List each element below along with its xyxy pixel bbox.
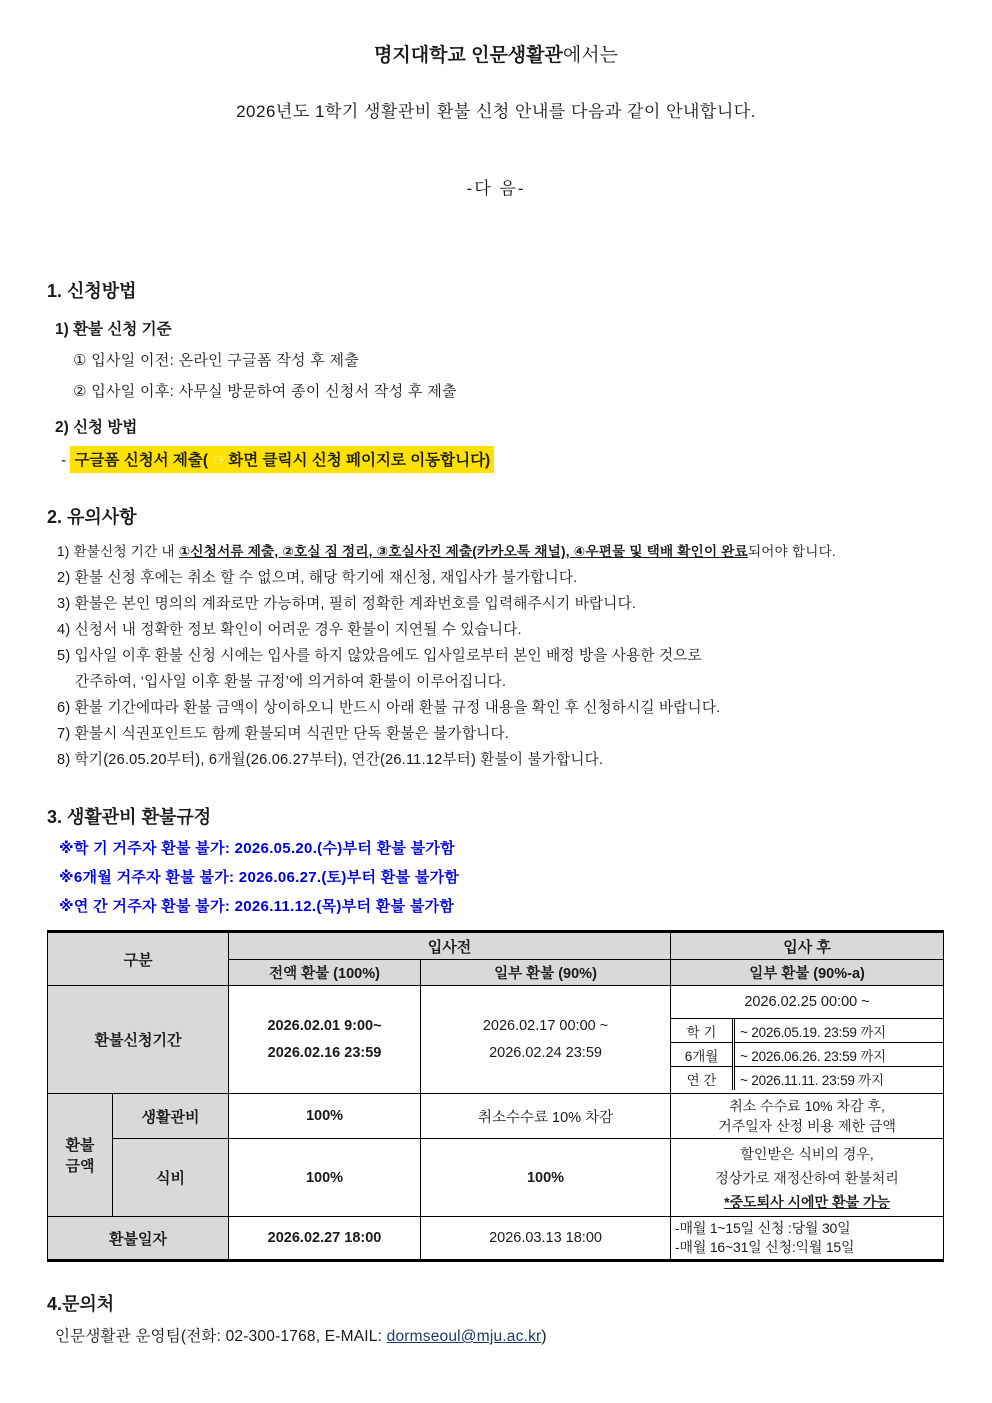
- dorm-fee-partial: 취소수수료 10% 차감: [421, 1094, 671, 1139]
- amount-group-label: [48, 1094, 113, 1217]
- meal-fee-after-cell: [671, 1139, 944, 1217]
- section-notes: [47, 503, 945, 769]
- dorm-fee-label: 생활관비: [113, 1094, 229, 1139]
- divider-text: -다 음-: [466, 179, 526, 198]
- section3-heading: 3. 생활관비 환불규정: [47, 807, 212, 827]
- title-org-name: 명지대학교 인문생활관: [374, 45, 563, 66]
- subtable-row-semester: [671, 1019, 943, 1043]
- note-2: 2) 환불 신청 후에는 취소 할 수 없으며, 해당 학기에 재신청, 재입사가 불가합니다.: [57, 570, 578, 586]
- period-row: [48, 986, 944, 1094]
- meal-fee-after-line1: 할인받은 식비의 경우,: [740, 1145, 874, 1162]
- note-7: 7) 환불시 식권포인트도 함께 환불되며 식권만 단독 환불은 불가합니다.: [57, 726, 510, 742]
- amount-group-line1: 환불: [65, 1137, 95, 1154]
- refund-date-partial: 2026.03.13 18:00: [421, 1217, 671, 1261]
- period-partial-line1: 2026.02.17 00:00 ~: [482, 1017, 609, 1034]
- meal-fee-after-line2: 정상가로 재정산하여 환불처리: [715, 1169, 899, 1186]
- meal-fee-after-line3: *중도퇴사 시에만 환불 가능: [724, 1193, 890, 1210]
- meal-fee-label: 식비: [113, 1139, 229, 1217]
- contact-text-pre: 인문생활관 운영팀(전화: 02-300-1768, E-MAIL:: [55, 1328, 387, 1345]
- googleform-line: [61, 446, 945, 473]
- header-category: 구분: [48, 932, 229, 986]
- period-full-line2: 2026.02.16 23:59: [267, 1044, 382, 1061]
- subtable-value-annual: ~ 2026.11.11. 23:59 까지: [734, 1067, 944, 1091]
- table-header-row-1: [48, 932, 944, 960]
- subtable-row-annual: [671, 1067, 943, 1091]
- period-label: 환불신청기간: [48, 986, 229, 1094]
- note-5-continued: 간주하여, ‘입사일 이후 환불 규정’에 의거하여 환불이 이루어집니다.: [75, 674, 507, 690]
- criteria-after-entry: ② 입사일 이후: 사무실 방문하여 종이 신청서 작성 후 제출: [73, 383, 457, 400]
- dorm-fee-after-cell: [671, 1094, 944, 1139]
- amount-dorm-row: [48, 1094, 944, 1139]
- subtable-label-sixmonth: 6개월: [671, 1043, 734, 1067]
- period-full-cell: [229, 986, 421, 1094]
- note-8: 8) 학기(26.05.20부터), 6개월(26.06.27부터), 연간(26.11.12부터) 환불이 불가합니다.: [57, 752, 604, 768]
- note-1-underlined: ①신청서류 제출, ②호실 짐 정리, ③호실사진 제출(카카오톡 채널), ④우편물 및 택배 확인이 완료: [178, 544, 748, 559]
- header-after-entry: 입사 후: [671, 932, 944, 960]
- annual-deadline-note: ※연 간 거주자 환불 불가: 2026.11.12.(목)부터 환불 불가함: [59, 898, 455, 915]
- refund-date-full: 2026.02.27 18:00: [229, 1217, 421, 1261]
- criteria-before-entry: ① 입사일 이전: 온라인 구글폼 작성 후 제출: [73, 352, 360, 369]
- meal-fee-partial: 100%: [421, 1139, 671, 1217]
- pointing-hand-icon: ☞: [213, 452, 228, 469]
- refund-rules-table: [47, 930, 944, 1262]
- googleform-link[interactable]: [70, 446, 494, 473]
- note-4: 4) 신청서 내 정확한 정보 확인이 어려운 경우 환불이 지연될 수 있습니다.: [57, 622, 522, 638]
- period-after-cell: [671, 986, 944, 1094]
- dash-bullet: -: [61, 452, 67, 469]
- subtable-value-semester: ~ 2026.05.19. 23:59 까지: [740, 1024, 886, 1040]
- contact-text-post: ): [541, 1328, 547, 1345]
- note-5: 5) 입사일 이후 환불 신청 시에는 입사를 하지 않았음에도 입사일로부터 본인 배정 방을 사용한 것으로: [57, 648, 702, 664]
- googleform-link-text-post: 화면 클릭시 신청 페이지로 이동합니다): [228, 452, 491, 469]
- refund-criteria-heading: 1) 환불 신청 기준: [55, 321, 172, 338]
- contact-email-link[interactable]: dormseoul@mju.ac.kr: [386, 1328, 542, 1345]
- googleform-link-text-pre: 구글폼 신청서 제출(: [74, 452, 213, 469]
- period-after-start: 2026.02.25 00:00 ~: [671, 986, 943, 1019]
- note-6: 6) 환불 기간에따라 환불 금액이 상이하오니 반드시 아래 환불 규정 내용을 확인 후 신청하시길 바랍니다.: [57, 700, 721, 716]
- section4-heading: 4.문의처: [47, 1294, 115, 1314]
- period-partial-line2: 2026.02.24 23:59: [489, 1044, 602, 1061]
- subtable-value-sixmonth: ~ 2026.06.26. 23:59 까지: [734, 1043, 944, 1067]
- note-1: [57, 543, 945, 561]
- refund-date-after-line1: -매월 1~15일 신청 :당월 30일: [675, 1220, 851, 1236]
- period-partial-cell: [421, 986, 671, 1094]
- period-after-subtable: [671, 1019, 943, 1090]
- semester-deadline-note: ※학 기 거주자 환불 불가: 2026.05.20.(수)부터 환불 불가함: [59, 840, 456, 857]
- amount-meal-row: [48, 1139, 944, 1217]
- section1-heading: 1. 신청방법: [47, 281, 137, 301]
- page-subtitle: 2026년도 1학기 생활관비 환불 신청 안내를 다음과 같이 안내합니다.: [236, 102, 756, 121]
- header-partial-after: 일부 환불 (90%-a): [671, 960, 944, 986]
- contact-line: [55, 1324, 945, 1346]
- dorm-fee-after-line1: 취소 수수료 10% 차감 후,: [729, 1098, 885, 1114]
- meal-fee-full: 100%: [229, 1139, 421, 1217]
- header-before-entry: 입사전: [229, 932, 671, 960]
- section2-heading: 2. 유의사항: [47, 507, 137, 527]
- subtable-label-semester: 학 기: [671, 1019, 734, 1043]
- refund-date-after-cell: [671, 1217, 944, 1261]
- sixmonth-deadline-note: ※6개월 거주자 환불 불가: 2026.06.27.(토)부터 환불 불가함: [59, 869, 460, 886]
- note-1-post: 되어야 합니다.: [747, 544, 836, 559]
- note-1-pre: 1) 환불신청 기간 내: [57, 544, 179, 559]
- refund-date-label: 환불일자: [48, 1217, 229, 1261]
- section-refund-rules: [47, 803, 945, 1262]
- amount-group-line2: 금액: [65, 1158, 95, 1175]
- refund-date-after-line2: -매월 16~31일 신청:익월 15일: [675, 1239, 855, 1255]
- section-contact: [47, 1290, 945, 1346]
- section-apply-method: [47, 277, 945, 473]
- page-title: [47, 40, 945, 67]
- refund-date-row: [48, 1217, 944, 1261]
- dorm-fee-after-line2: 거주일자 산정 비용 제한 금액: [718, 1118, 896, 1134]
- header-partial-refund: 일부 환불 (90%): [421, 960, 671, 986]
- note-3: 3) 환불은 본인 명의의 계좌로만 가능하며, 필히 정확한 계좌번호를 입력해주시기 바랍니다.: [57, 596, 637, 612]
- subtable-label-annual: 연 간: [671, 1067, 734, 1091]
- header-full-refund: 전액 환불 (100%): [229, 960, 421, 986]
- apply-method-heading: 2) 신청 방법: [55, 419, 138, 436]
- subtable-row-sixmonth: [671, 1043, 943, 1067]
- dorm-fee-full: 100%: [229, 1094, 421, 1139]
- title-suffix: 에서는: [562, 45, 618, 66]
- period-full-line1: 2026.02.01 9:00~: [267, 1017, 382, 1034]
